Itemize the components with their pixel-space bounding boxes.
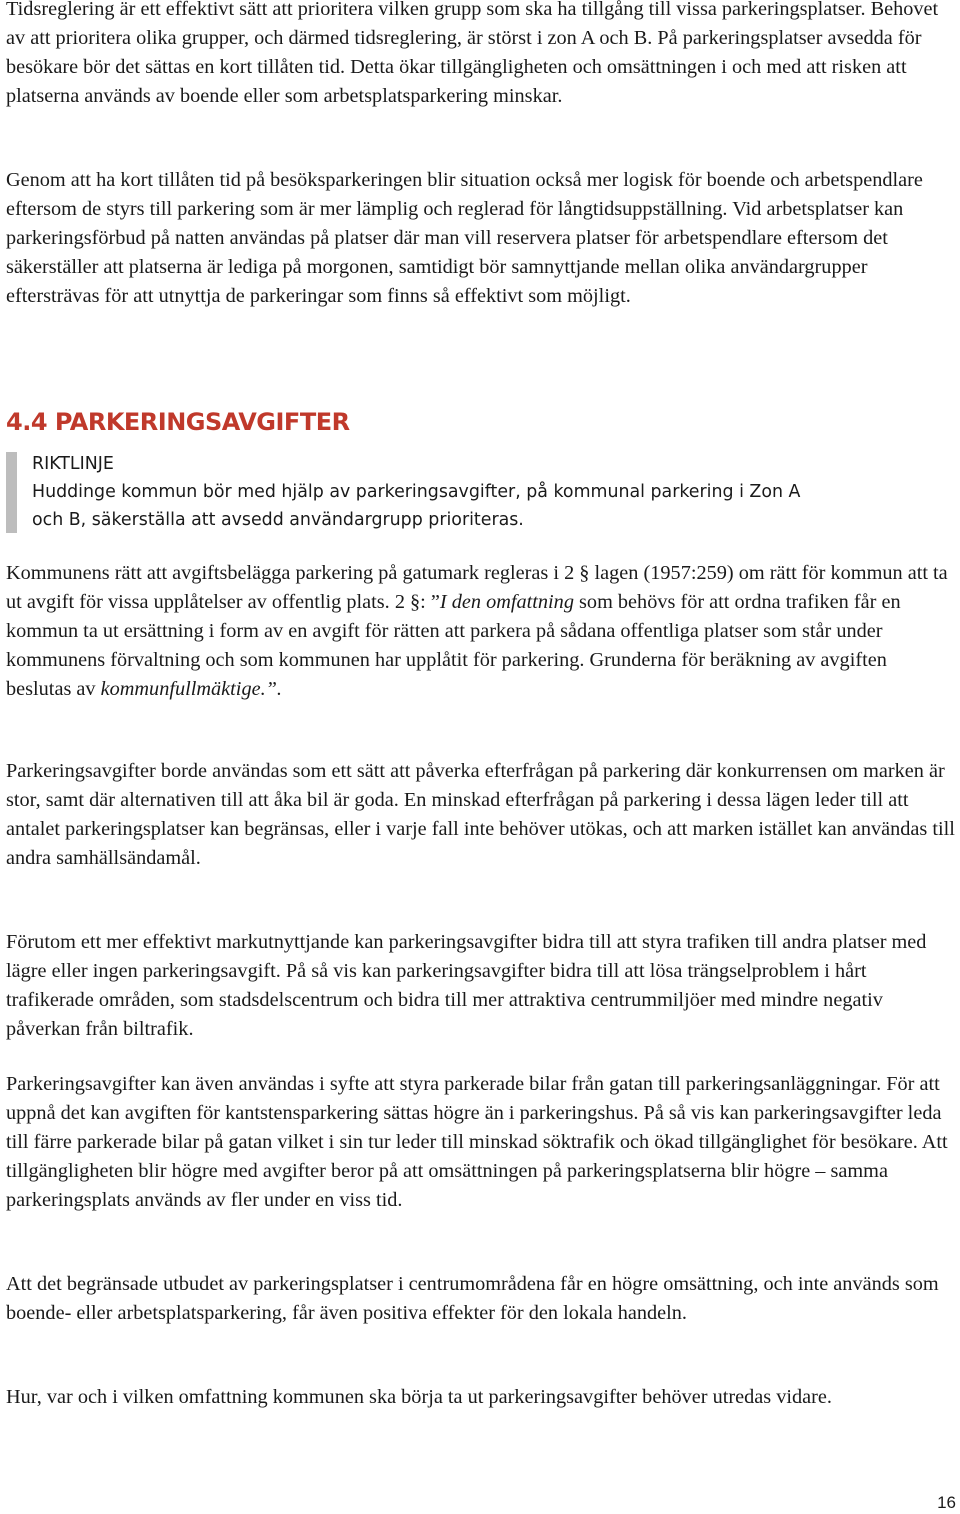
page-number: 16 [937,1493,956,1512]
paragraph-markutnyttjande: Förutom ett mer effektivt markutnyttjande kan parkeringsavgifter bidra till att styra trafiken till andra platser med lägre eller ingen parkeringsavgift. På så vis kan parkeringsavgifter bidra till att lösa trängselproblem i hårt trafikerade områden, som stadsdelscentrum och bidra till mer attraktiva centrummiljöer med mindre negativ påverkan från biltrafik. [6,931,927,1040]
paragraph-kommunens-ratt-quote: I den omfattning [439,591,574,613]
paragraph-utredas: Hur, var och i vilken omfattning kommunen ska börja ta ut parkeringsavgifter behöver utredas vidare. [6,1386,832,1408]
guideline-text-line2: och B, säkerställa att avsedd användargrupp prioriteras. [32,510,524,530]
paragraph-lokala-handeln: Att det begränsade utbudet av parkeringsplatser i centrumområdena får en högre omsättning, och inte används som boende- eller arbetsplatsparkering, får även positiva effekter för den lokala handeln. [6,1273,939,1324]
paragraph-kommunens-ratt [6,559,956,704]
paragraph-besoksparkering: Genom att ha kort tillåten tid på besöksparkeringen blir situation också mer logisk för boende och arbetspendlare eftersom de styrs till parkering som är mer lämplig och reglerad för långtidsuppställning. Vid arbetsplatser kan parkeringsförbud på natten användas på platser där man vill reservera platser för arbetspendlare eftersom det säkerställer att platserna är lediga på morgonen, samtidigt bör samnyttjande mellan olika användargrupper eftersträvas för att utnyttja de parkeringar som finns så effektivt som möjligt. [6,169,923,307]
guideline-content [32,450,952,534]
guideline-sidebar [6,452,17,533]
paragraph-parkeringsanlaggningar: Parkeringsavgifter kan även användas i syfte att styra parkerade bilar från gatan till parkeringsanläggningar. För att uppnå det kan avgiften för kantstensparkering sättas högre än i parkeringshus. På så vis kan parkeringsavgifter leda till färre parkerade bilar på gatan vilket i sin tur leder till minskad söktrafik och ökad tillgänglighet för besökare. Att tillgängligheten blir högre med avgifter beror på att omsättningen på parkeringsplatserna blir högre – samma parkeringsplats används av fler under en viss tid. [6,1073,948,1211]
paragraph-kommunens-ratt-start: Kommunens rätt att avgiftsbelägga parkering på gatumark regleras i 2 § lagen (1957:259) om rätt för kommun att ta ut avgift för vissa upplåtelser av offentlig plats. 2 §: ” [6,562,948,613]
paragraph-efterfragan: Parkeringsavgifter borde användas som ett sätt att påverka efterfrågan på parkering där konkurrensen om marken är stor, samt där alternativen till att åka bil är goda. En minskad efterfrågan på parkering i dessa lägen leder till att antalet parkeringsplatser kan begränsas, eller i varje fall inte behöver utökas, och att marken istället kan användas till andra samhällsändamål. [6,760,955,869]
guideline-text-line1: Huddinge kommun bör med hjälp av parkeringsavgifter, på kommunal parkering i Zon A [32,482,801,502]
paragraph-tidsreglering: Tidsreglering är ett effektivt sätt att prioritera vilken grupp som ska ha tillgång till vissa parkeringsplatser. Behovet av att prioritera olika grupper, och därmed tidsreglering, är störst i zon A och B. På parkeringsplatser avsedda för besökare bör det sättas en kort tillåten tid. Detta ökar tillgängligheten och omsättningen i och med att risken att platserna används av boende eller som arbetsplatsparkering minskar. [6,0,939,107]
paragraph-kommunens-ratt-middle: som behövs för att ordna trafiken får en kommun ta ut ersättning i form av en avgift för rätten att parkera på sådana offentliga platser som står under kommunens förvaltning och som kommunen har upplåtit för parkering. Grunderna för beräkning av avgiften beslutas av [6,591,901,700]
paragraph-kommunens-ratt-end: kommunfullmäktige.”. [100,678,283,700]
guideline-label: RIKTLINJE [32,454,114,474]
section-heading: 4.4 PARKERINGSAVGIFTER [6,408,350,436]
